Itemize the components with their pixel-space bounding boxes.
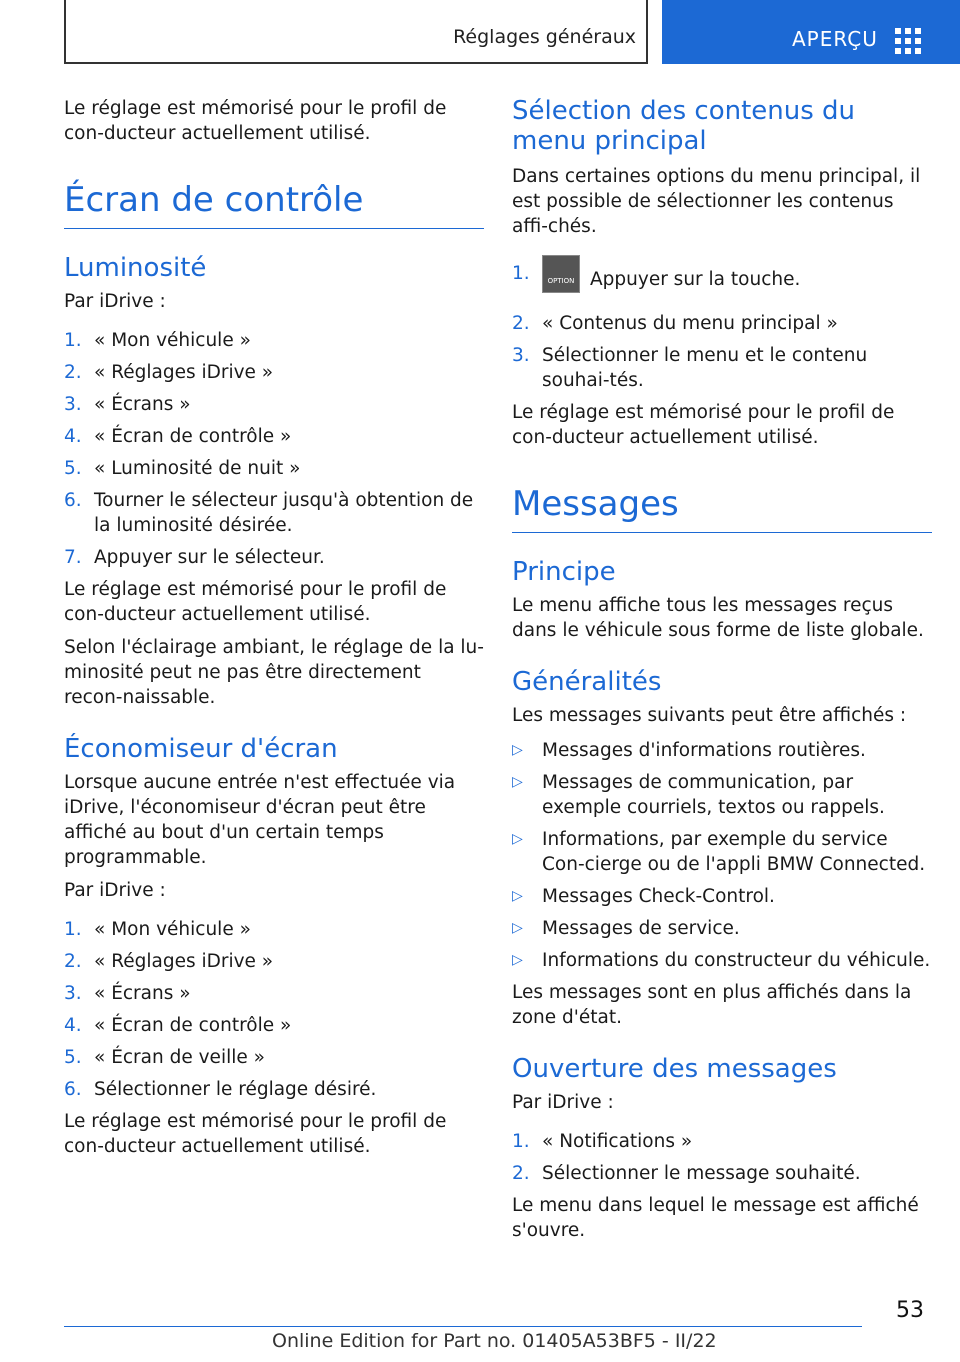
triangle-bullet-icon: ▷	[512, 831, 523, 847]
triangle-bullet-icon: ▷	[512, 888, 523, 904]
par-idrive-label: Par iDrive :	[64, 291, 166, 312]
list-item: ▷ Messages Check-Control.	[512, 886, 775, 907]
right-column	[512, 96, 932, 1243]
list-item: 3. Sélectionner le menu et le contenu souhai‐tés.	[512, 345, 868, 391]
list-item: 2. « Réglages iDrive »	[64, 951, 274, 972]
generalites-intro: Les messages suivants peut être affichés :	[512, 705, 907, 726]
heading-ouverture-messages: Ouverture des messages	[512, 1054, 837, 1084]
list-item: 2. Sélectionner le message souhaité.	[512, 1163, 861, 1184]
list-item: 1. OPTION Appuyer sur la touche.	[512, 261, 932, 299]
heading-selection-contenus: Sélection des contenus du menu principal	[512, 96, 856, 156]
list-item: 4. « Écran de contrôle »	[64, 426, 292, 447]
par-idrive-label-3: Par iDrive :	[512, 1092, 614, 1113]
list-item: ▷ Informations, par exemple du service Con‐cierge ou de l'appli BMW Connected.	[512, 829, 926, 875]
heading-ecran-de-controle: Écran de contrôle	[64, 180, 364, 220]
generalites-note: Les messages sont en plus affichés dans la zone d'état.	[512, 982, 912, 1028]
list-item: 6. Sélectionner le réglage désiré.	[64, 1079, 377, 1100]
triangle-bullet-icon: ▷	[512, 952, 523, 968]
principe-text: Le menu affiche tous les messages reçus dans le véhicule sous forme de liste globale.	[512, 595, 924, 641]
header-section-box	[64, 0, 648, 64]
luminosite-note-1: Le réglage est mémorisé pour le profil de con‐ducteur actuellement utilisé.	[64, 579, 447, 625]
list-item: 5. « Écran de veille »	[64, 1047, 265, 1068]
heading-principe: Principe	[512, 557, 616, 587]
list-item: ▷ Messages d'informations routières.	[512, 740, 866, 761]
list-item: ▷ Messages de communication, par exemple courriels, textos ou rappels.	[512, 772, 885, 818]
header-section-title: Réglages généraux	[453, 26, 636, 48]
list-item: 5. « Luminosité de nuit »	[64, 458, 301, 479]
footer-divider	[64, 1326, 862, 1327]
page-number: 53	[896, 1298, 924, 1323]
par-idrive-label-2: Par iDrive :	[64, 880, 166, 901]
selection-intro: Dans certaines options du menu principal, il est possible de sélectionner les contenus affi‐chés.	[512, 166, 921, 237]
section-heading-ecran	[64, 180, 484, 229]
header-chapter-box[interactable]	[662, 0, 960, 64]
selection-steps	[512, 261, 932, 393]
heading-messages: Messages	[512, 484, 679, 524]
list-item: 1. « Notifications »	[512, 1131, 693, 1152]
selection-note: Le réglage est mémorisé pour le profil de con‐ducteur actuellement utilisé.	[512, 402, 895, 448]
list-item: 1. « Mon véhicule »	[64, 919, 251, 940]
left-column	[64, 96, 484, 1159]
list-item: 4. « Écran de contrôle »	[64, 1015, 292, 1036]
triangle-bullet-icon: ▷	[512, 742, 523, 758]
luminosite-steps	[64, 328, 484, 570]
ouverture-steps	[512, 1129, 932, 1186]
list-item: ▷ Informations du constructeur du véhicule.	[512, 950, 931, 971]
list-item: 2. « Réglages iDrive »	[64, 362, 274, 383]
economiseur-intro: Lorsque aucune entrée n'est effectuée via iDrive, l'économiseur d'écran peut être affiché au bout d'un certain temps programmable.	[64, 772, 456, 868]
generalites-bullets	[512, 738, 932, 973]
list-item: 3. « Écrans »	[64, 983, 191, 1004]
list-item: 1. « Mon véhicule »	[64, 330, 251, 351]
list-item: 2. « Contenus du menu principal »	[512, 313, 838, 334]
economiseur-steps	[64, 917, 484, 1102]
luminosite-note-2: Selon l'éclairage ambiant, le réglage de la lu‐minosité peut ne pas être directement recon‐naissable.	[64, 637, 484, 708]
header-chapter-title: APERÇU	[792, 27, 878, 51]
intro-paragraph: Le réglage est mémorisé pour le profil de con‐ducteur actuellement utilisé.	[64, 98, 447, 144]
triangle-bullet-icon: ▷	[512, 920, 523, 936]
heading-generalites: Généralités	[512, 667, 662, 697]
heading-economiseur: Économiseur d'écran	[64, 734, 338, 764]
ouverture-note: Le menu dans lequel le message est affiché s'ouvre.	[512, 1195, 919, 1241]
triangle-bullet-icon: ▷	[512, 774, 523, 790]
footer-edition: Online Edition for Part no. 01405A53BF5 - II/22	[272, 1330, 717, 1352]
section-heading-messages	[512, 484, 932, 533]
list-item: 7. Appuyer sur le sélecteur.	[64, 547, 325, 568]
economiseur-note: Le réglage est mémorisé pour le profil de con‐ducteur actuellement utilisé.	[64, 1111, 447, 1157]
option-button-icon[interactable]: OPTION	[542, 255, 580, 293]
grid-icon	[895, 28, 921, 54]
list-item: 3. « Écrans »	[64, 394, 191, 415]
list-item: 6. Tourner le sélecteur jusqu'à obtention de la luminosité désirée.	[64, 490, 474, 536]
heading-luminosite: Luminosité	[64, 253, 207, 283]
list-item: ▷ Messages de service.	[512, 918, 740, 939]
